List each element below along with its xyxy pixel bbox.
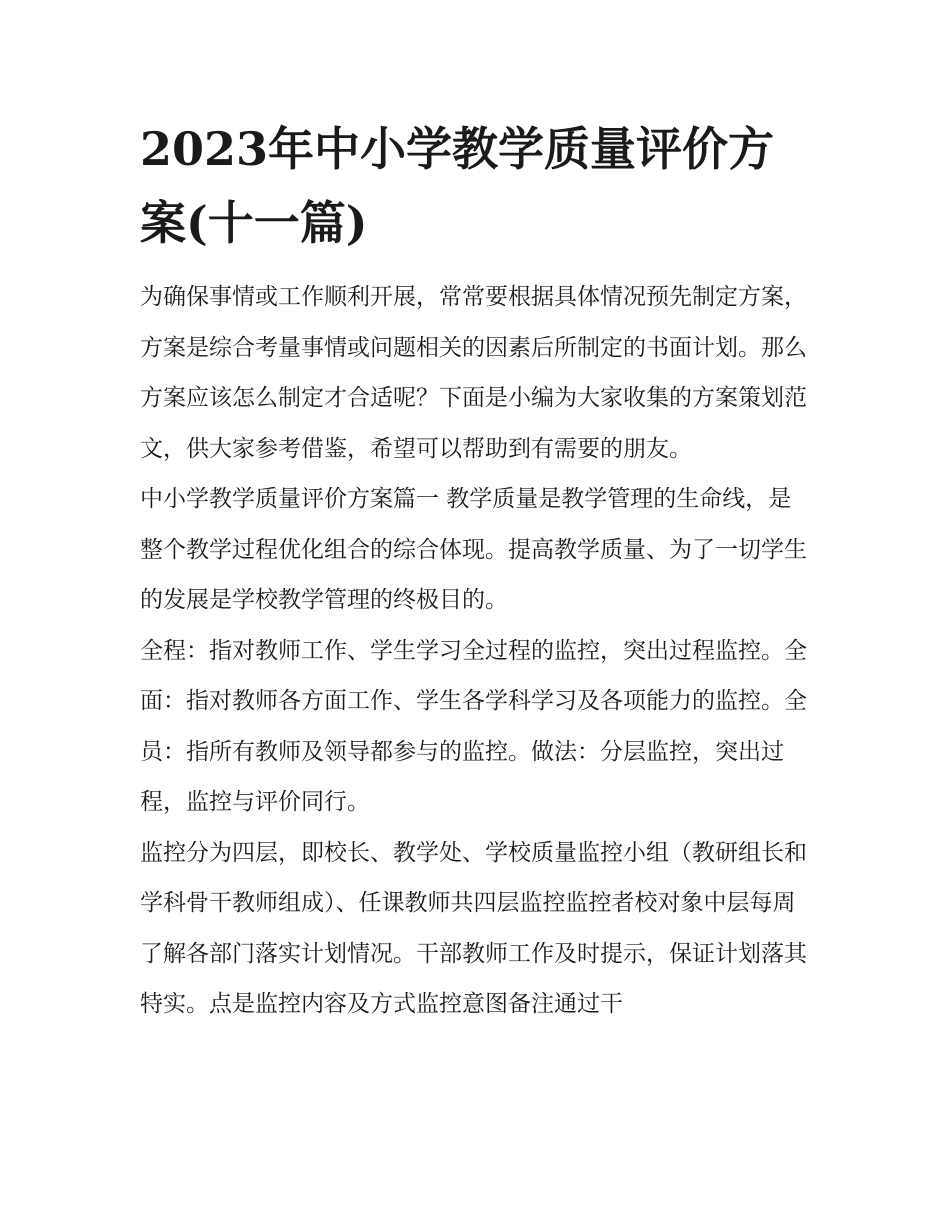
document-body <box>140 112 812 1030</box>
paragraph-monitoring-scope: 全程：指对教师工作、学生学习全过程的监控，突出过程监控。全面：指对教师各方面工作、学生各学科学习及各项能力的监控。全员：指所有教师及领导都参与的监控。做法：分层监控，突出过程，监控与评价同行。 <box>140 637 807 815</box>
paragraph-section-one: 中小学教学质量评价方案篇一 教学质量是教学管理的生命线，是整个教学过程优化组合的综合体现。提高教学质量、为了一切学生的发展是学校教学管理的终极目的。 <box>140 486 807 613</box>
document-title: 2023年中小学教学质量评价方案(十一篇) <box>140 122 775 250</box>
paragraph-monitoring-levels: 监控分为四层，即校长、教学处、学校质量监控小组（教研组长和学科骨干教师组成）、任课教师共四层监控监控者校对象中层每周了解各部门落实计划情况。干部教师工作及时提示，保证计划落其特实。点是监控内容及方式监控意图备注通过干 <box>140 839 807 1017</box>
paragraph-intro: 为确保事情或工作顺利开展，常常要根据具体情况预先制定方案，方案是综合考量事情或问题相关的因素后所制定的书面计划。那么方案应该怎么制定才合适呢？下面是小编为大家收集的方案策划范文，供大家参考借鉴，希望可以帮助到有需要的朋友。 <box>140 284 807 462</box>
